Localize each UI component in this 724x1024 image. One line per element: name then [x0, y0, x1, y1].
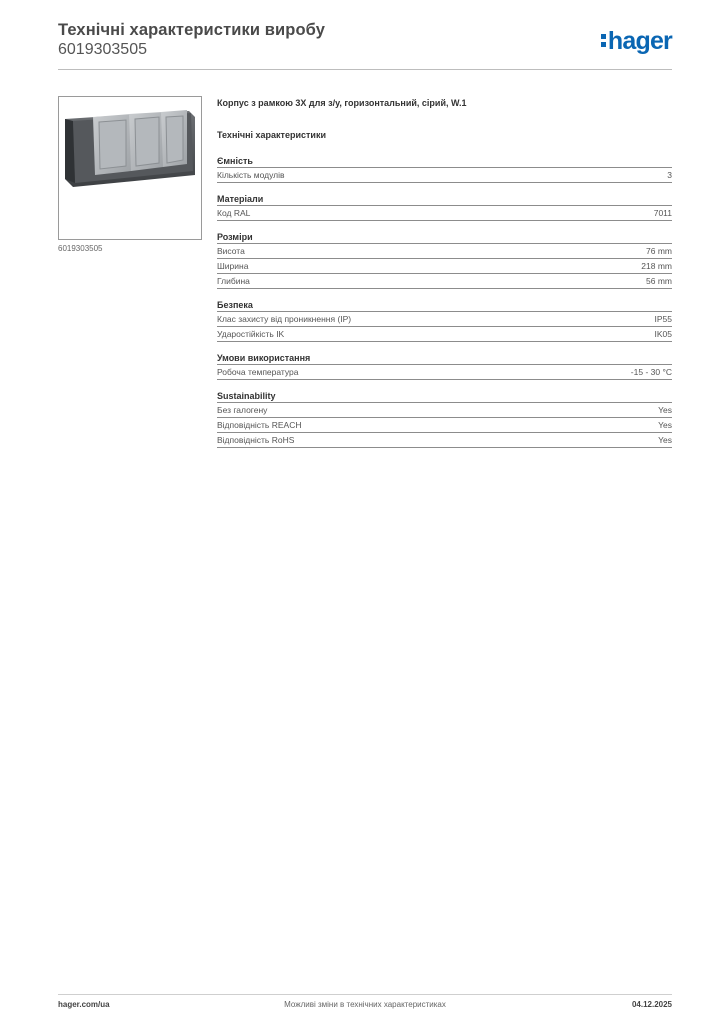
spec-row: [217, 433, 672, 448]
spec-section-dimensions: [217, 230, 672, 289]
spec-section-capacity: [217, 154, 672, 183]
spec-value: -15 - 30 °C: [630, 367, 672, 377]
section-title: Sustainability: [217, 389, 672, 403]
page-title: Технічні характеристики виробу: [58, 21, 325, 39]
logo-dots-icon: [601, 32, 607, 48]
spec-value: IK05: [654, 329, 672, 339]
spec-label: Глибина: [217, 276, 250, 286]
section-title: Матеріали: [217, 192, 672, 206]
spec-row: [217, 168, 672, 183]
spec-section-safety: [217, 298, 672, 342]
logo-text: hager: [607, 27, 672, 55]
spec-row: [217, 244, 672, 259]
spec-row: [217, 365, 672, 380]
page-header: [58, 20, 672, 70]
section-title: Ємність: [217, 154, 672, 168]
spec-row: [217, 274, 672, 289]
spec-label: Ударостійкість IK: [217, 329, 285, 339]
spec-label: Код RAL: [217, 208, 251, 218]
spec-label: Відповідність REACH: [217, 420, 302, 430]
section-title: Умови використання: [217, 351, 672, 365]
spec-label: Клас захисту від проникнення (IP): [217, 314, 352, 324]
product-name: Корпус з рамкою 3Х для з/у, горизонтальний, сірий, W.1: [217, 98, 467, 108]
spec-row: [217, 327, 672, 342]
tech-spec-heading: Технічні характеристики: [217, 130, 326, 140]
spec-value: Yes: [658, 405, 672, 415]
spec-section-sustainability: [217, 389, 672, 448]
spec-row: [217, 403, 672, 418]
spec-row: [217, 259, 672, 274]
spec-label: Висота: [217, 246, 245, 256]
footer-note: Можливі зміни в технічних характеристиках: [284, 1000, 446, 1009]
spec-section-usage: [217, 351, 672, 380]
spec-row: [217, 418, 672, 433]
product-image: [58, 96, 202, 240]
spec-value: 218 mm: [641, 261, 672, 271]
spec-section-materials: [217, 192, 672, 221]
spec-value: 3: [667, 170, 672, 180]
footer-date: 04.12.2025: [631, 1000, 672, 1009]
hager-logo: [601, 28, 672, 54]
spec-label: Без галогену: [217, 405, 268, 415]
spec-row: [217, 312, 672, 327]
page-footer: [58, 994, 672, 1014]
spec-label: Кількість модулів: [217, 170, 285, 180]
product-image-caption: 6019303505: [58, 244, 103, 253]
spec-value: 56 mm: [646, 276, 672, 286]
header-divider: [58, 69, 672, 70]
section-title: Розміри: [217, 230, 672, 244]
specifications: [217, 96, 672, 448]
spec-value: 76 mm: [646, 246, 672, 256]
section-title: Безпека: [217, 298, 672, 312]
footer-website-link[interactable]: hager.com/ua: [58, 1000, 110, 1009]
product-number: 6019303505: [58, 41, 147, 58]
spec-label: Відповідність RoHS: [217, 435, 295, 445]
spec-value: Yes: [658, 435, 672, 445]
spec-label: Робоча температура: [217, 367, 299, 377]
spec-label: Ширина: [217, 261, 249, 271]
spec-value: Yes: [658, 420, 672, 430]
spec-value: 7011: [653, 208, 672, 218]
spec-row: [217, 206, 672, 221]
spec-value: IP55: [654, 314, 672, 324]
